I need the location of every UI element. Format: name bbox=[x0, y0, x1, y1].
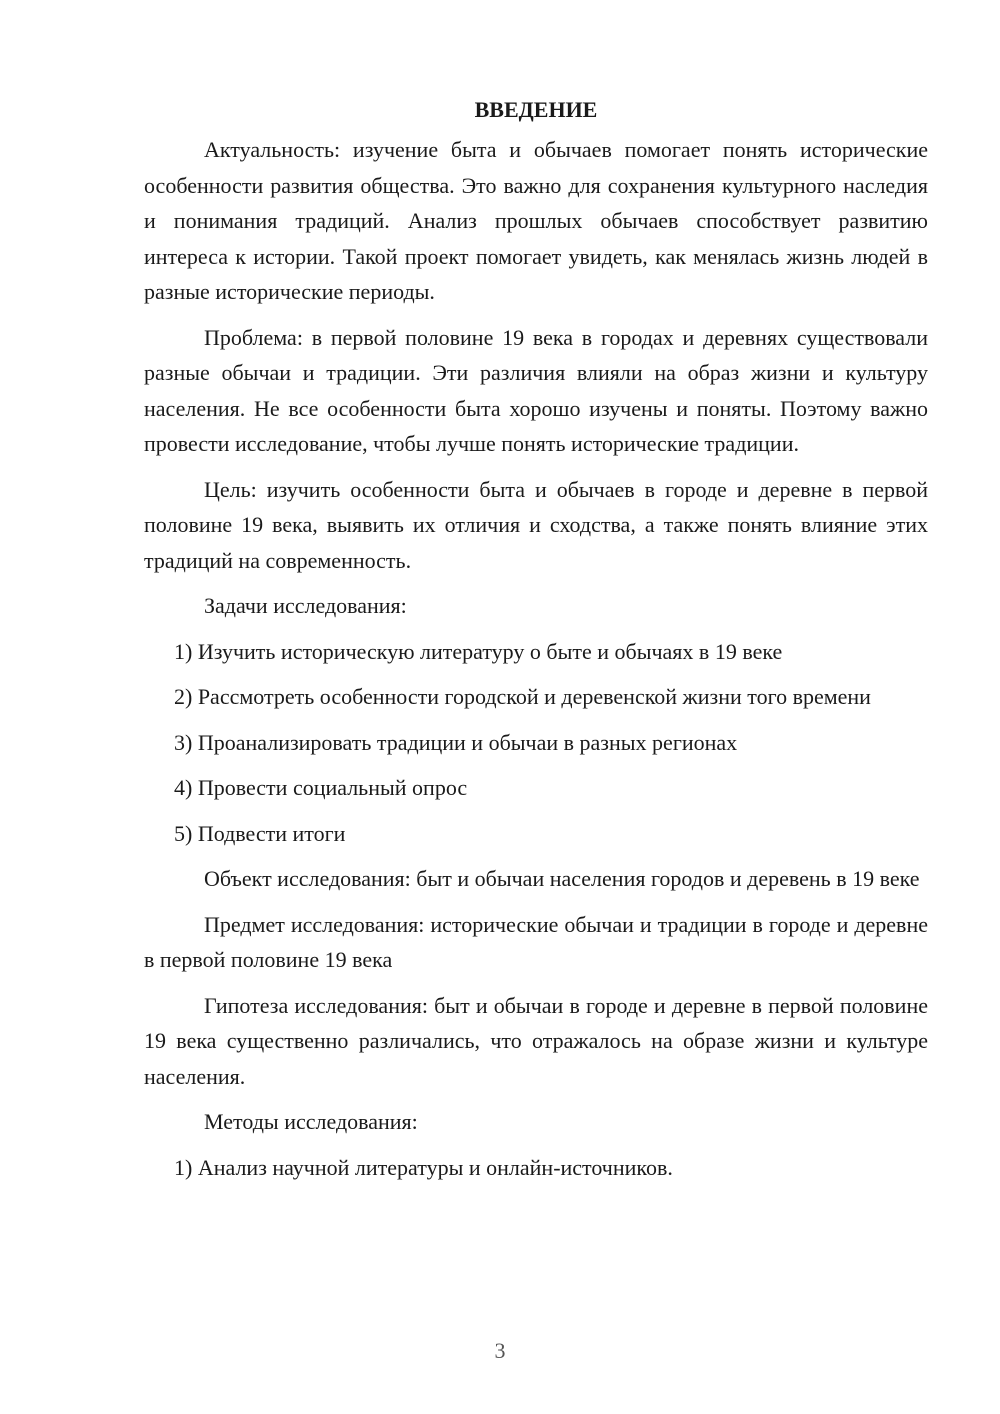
document-page bbox=[144, 94, 928, 1195]
relevance-paragraph: Актуальность: изучение быта и обычаев помогает понять исторические особенности развития общества. Это важно для сохранения культурного наследия и понимания традиций. Анализ прошлых обычаев способствует развитию интереса к истории. Такой проект помогает увидеть, как менялась жизнь людей в разные исторические периоды. bbox=[144, 137, 928, 304]
goal-paragraph: Цель: изучить особенности быта и обычаев в городе и деревне в первой половине 19 века, выявить их отличия и сходства, а также понять влияние этих традиций на современность. bbox=[144, 476, 928, 573]
task-item: 5) Подвести итоги bbox=[174, 820, 346, 846]
object-paragraph: Объект исследования: быт и обычаи населения городов и деревень в 19 веке bbox=[204, 866, 920, 891]
task-item: 2) Рассмотреть особенности городской и деревенской жизни того времени bbox=[174, 684, 871, 709]
task-item: 3) Проанализировать традиции и обычаи в разных регионах bbox=[174, 729, 738, 755]
method-item: 1) Анализ научной литературы и онлайн-источников. bbox=[174, 1154, 673, 1180]
page-number: 3 bbox=[494, 1338, 506, 1363]
methods-heading: Методы исследования: bbox=[204, 1109, 418, 1134]
tasks-heading: Задачи исследования: bbox=[204, 593, 407, 618]
subject-paragraph: Предмет исследования: исторические обычаи и традиции в городе и деревне в первой половине 19 века bbox=[144, 911, 928, 972]
task-item: 1) Изучить историческую литературу о быте и обычаях в 19 веке bbox=[174, 638, 783, 664]
hypothesis-paragraph: Гипотеза исследования: быт и обычаи в городе и деревне в первой половине 19 века существенно различались, что отражалось на образе жизни и культуре населения. bbox=[144, 992, 928, 1089]
problem-paragraph: Проблема: в первой половине 19 века в городах и деревнях существовали разные обычаи и традиции. Эти различия влияли на образ жизни и культуру населения. Не все особенности быта хорошо изучены и поняты. Поэтому важно провести исследование, чтобы лучше понять исторические традиции. bbox=[144, 324, 928, 456]
task-item: 4) Провести социальный опрос bbox=[174, 775, 468, 800]
page-title: ВВЕДЕНИЕ bbox=[474, 97, 598, 122]
